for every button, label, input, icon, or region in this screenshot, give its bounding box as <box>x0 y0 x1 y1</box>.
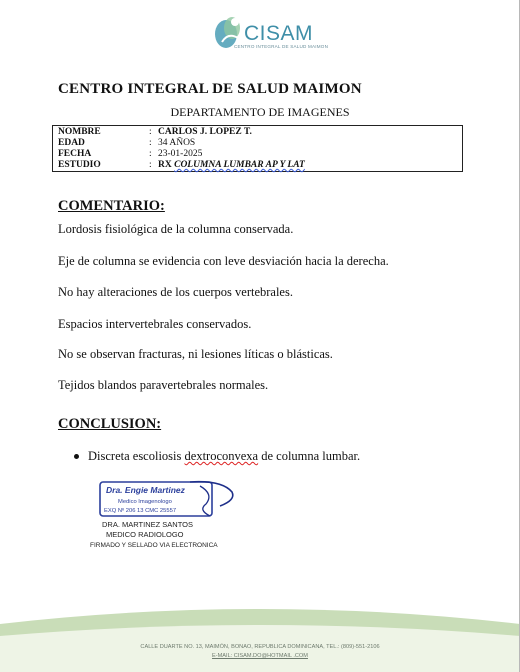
comment-line: No se observan fracturas, ni lesiones líticas o blásticas. <box>58 347 333 361</box>
age-label: EDAD <box>58 138 85 148</box>
comment-line: Lordosis fisiológica de la columna conservada. <box>58 222 294 236</box>
bullet-icon <box>74 454 79 459</box>
study-label: ESTUDIO <box>58 160 101 170</box>
logo-name: CISAM <box>244 22 314 45</box>
comment-line: Tejidos blandos paravertebrales normales. <box>58 378 269 392</box>
department-title: DEPARTAMENTO DE IMAGENES <box>170 105 350 119</box>
conclusion-flagged-word: dextroconvexa <box>184 449 259 463</box>
patient-date-row <box>53 149 462 160</box>
stamp-title: Medico Imagenologo <box>118 499 172 505</box>
comentario-heading: COMENTARIO: <box>58 198 165 214</box>
date-value: 23-01-2025 <box>158 149 203 159</box>
comment-line: Espacios intervertebrales conservados. <box>58 317 252 331</box>
doctor-title: MEDICO RADIOLOGO <box>106 530 184 539</box>
conclusion-text-end: de columna lumbar. <box>258 449 361 463</box>
footer-email <box>0 653 520 659</box>
logo-tagline: CENTRO INTEGRAL DE SALUD MAIMON <box>234 44 329 49</box>
doctor-name: DRA. MARTINEZ SANTOS <box>102 520 193 529</box>
doctor-stamp-image <box>90 476 238 526</box>
separator: : <box>149 138 152 148</box>
patient-info-box <box>52 125 463 172</box>
study-name: COLUMNA LUMBAR AP Y LAT <box>174 160 305 170</box>
conclusion-item <box>74 449 360 464</box>
stamp-ids: EXQ Nº 206 13 CMC 25557 <box>104 508 177 514</box>
cisam-logo <box>208 12 328 54</box>
footer-email-text: E-MAIL: CISAM.DO@HOTMAIL .COM <box>212 653 308 659</box>
name-value: CARLOS J. LOPEZ T. <box>158 127 252 137</box>
study-value <box>158 160 305 171</box>
signature-note: FIRMADO Y SELLADO VIA ELECTRONICA <box>90 542 218 549</box>
separator: : <box>149 149 152 159</box>
comment-line: Eje de columna se evidencia con leve desviación hacia la derecha. <box>58 254 389 268</box>
conclusion-heading: CONCLUSION: <box>58 416 162 432</box>
footer-decoration <box>0 606 520 672</box>
doctor-signature-block <box>102 520 193 540</box>
age-value: 34 AÑOS <box>158 138 196 148</box>
patient-study-row <box>53 160 462 171</box>
study-prefix: RX <box>158 160 172 170</box>
stamp-name: Dra. Engie Martinez <box>106 485 185 495</box>
patient-name-row <box>53 127 462 138</box>
footer-address: CALLE DUARTE NO. 13, MAIMÓN, BONAO, REPUBLICA DOMINICANA, TEL.: (809)-551-2106 <box>140 644 380 650</box>
name-label: NOMBRE <box>58 127 101 137</box>
separator: : <box>149 160 152 170</box>
date-label: FECHA <box>58 149 92 159</box>
patient-age-row <box>53 138 462 149</box>
separator: : <box>149 127 152 137</box>
comment-line: No hay alteraciones de los cuerpos vertebrales. <box>58 285 293 299</box>
conclusion-text: Discreta escoliosis <box>88 449 185 463</box>
organization-title: CENTRO INTEGRAL DE SALUD MAIMON <box>58 81 362 97</box>
